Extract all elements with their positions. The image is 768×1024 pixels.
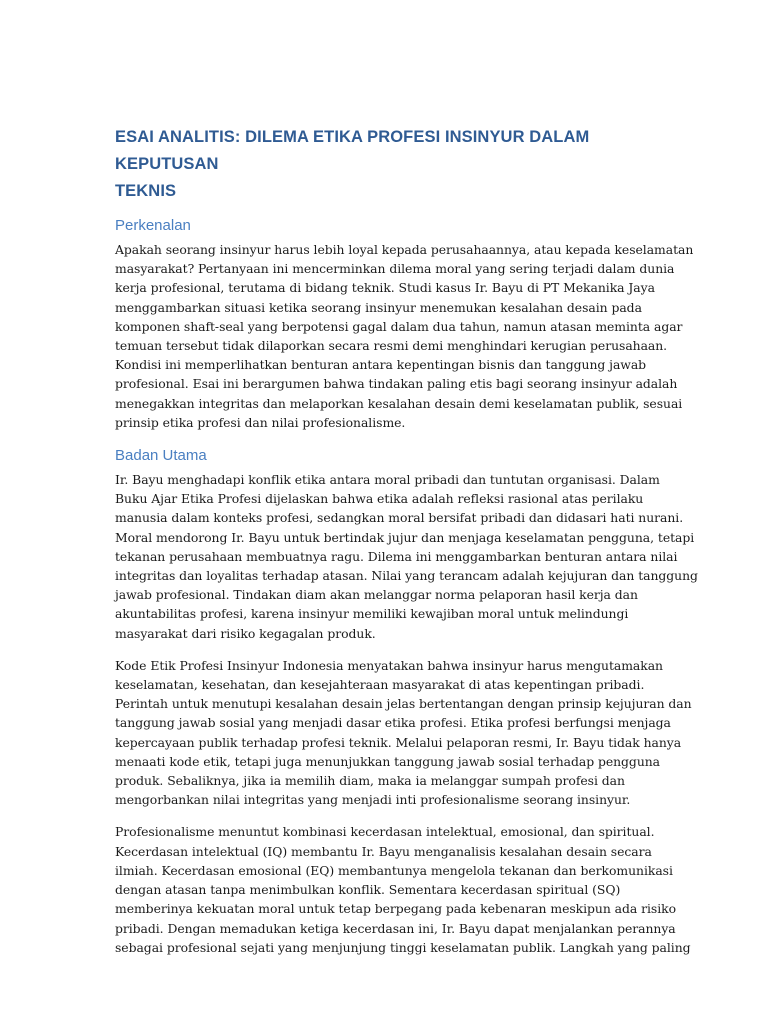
paragraph bbox=[115, 240, 694, 432]
text-line: keselamatan, kesehatan, dan kesejahteraan masyarakat di atas kepentingan pribadi. bbox=[115, 677, 645, 693]
text-line: Perintah untuk menutupi kesalahan desain jelas bertentangan dengan prinsip kejujuran dan bbox=[115, 696, 692, 712]
title-line: ESAI ANALITIS: DILEMA ETIKA PROFESI INSINYUR DALAM KEPUTUSAN bbox=[115, 128, 590, 173]
text-line: tanggung jawab sosial yang menjadi dasar etika profesi. Etika profesi berfungsi menjaga bbox=[115, 715, 671, 731]
text-line: kerja profesional, terutama di bidang teknik. Studi kasus Ir. Bayu di PT Mekanika Jaya bbox=[115, 280, 655, 296]
text-line: temuan tersebut tidak dilaporkan secara resmi demi menghindari kerugian perusahaan. bbox=[115, 338, 668, 354]
document-page bbox=[115, 124, 698, 957]
text-line: menggambarkan situasi ketika seorang insinyur menemukan kesalahan desain pada bbox=[115, 299, 642, 315]
text-line: Kondisi ini memperlihatkan benturan antara kepentingan bisnis dan tanggung jawab bbox=[115, 357, 647, 373]
text-line: profesional. Esai ini berargumen bahwa tindakan paling etis bagi seorang insinyur adalah bbox=[115, 376, 678, 392]
section-heading: Perkenalan bbox=[115, 217, 191, 234]
text-line: komponen shaft-seal yang berpotensi gagal dalam dua tahun, namun atasan meminta agar bbox=[115, 318, 683, 334]
text-line: Apakah seorang insinyur harus lebih loyal kepada perusahaannya, atau kepada keselamatan bbox=[115, 242, 694, 257]
section-heading: Badan Utama bbox=[115, 447, 207, 465]
paragraph bbox=[115, 470, 698, 643]
paragraph bbox=[115, 656, 692, 810]
text-line: manusia dalam konteks profesi, sedangkan moral bersifat pribadi dan didasari hati nurani. bbox=[115, 510, 684, 526]
section-main-body bbox=[115, 445, 698, 957]
text-line: masyarakat dari risiko kegagalan produk. bbox=[115, 625, 376, 641]
text-line: sebagai profesional sejati yang menjunjung tinggi keselamatan publik. Langkah yang paling bbox=[115, 939, 691, 955]
text-line: pribadi. Dengan memadukan ketiga kecerdasan ini, Ir. Bayu dapat menjalankan perannya bbox=[115, 920, 676, 936]
text-line: Kecerdasan intelektual (IQ) membantu Ir. Bayu menganalisis kesalahan desain secara bbox=[115, 843, 652, 859]
text-line: mengorbankan nilai integritas yang menjadi inti profesionalisme seorang insinyur. bbox=[115, 792, 631, 808]
text-line: Moral mendorong Ir. Bayu untuk bertindak jujur dan menjaga keselamatan pengguna, tetapi bbox=[115, 529, 695, 545]
text-line: akuntabilitas profesi, karena insinyur memiliki kewajiban moral untuk melindungi bbox=[115, 606, 629, 622]
text-line: prinsip etika profesi dan nilai profesionalisme. bbox=[115, 414, 406, 430]
text-line: memberinya kekuatan moral untuk tetap berpegang pada kebenaran meskipun ada risiko bbox=[115, 901, 676, 917]
text-line: integritas dan loyalitas terhadap atasan. Nilai yang terancam adalah kejujuran dan tanggung bbox=[115, 568, 698, 584]
text-line: ilmiah. Kecerdasan emosional (EQ) membantunya mengelola tekanan dan berkomunikasi bbox=[115, 862, 673, 878]
text-line: tekanan perusahaan membuatnya ragu. Dilema ini menggambarkan benturan antara nilai bbox=[115, 548, 678, 564]
text-line: Kode Etik Profesi Insinyur Indonesia menyatakan bahwa insinyur harus mengutamakan bbox=[115, 657, 663, 673]
text-line: produk. Sebaliknya, jika ia memilih diam, maka ia melanggar sumpah profesi dan bbox=[115, 773, 625, 789]
document-title bbox=[115, 124, 660, 205]
text-line: kepercayaan publik terhadap profesi teknik. Melalui pelaporan resmi, Ir. Bayu tidak hanya bbox=[115, 734, 682, 750]
text-line: Buku Ajar Etika Profesi dijelaskan bahwa etika adalah refleksi rasional atas perilaku bbox=[115, 491, 644, 507]
title-line: TEKNIS bbox=[115, 182, 177, 200]
text-line: menaati kode etik, tetapi juga menunjukkan tanggung jawab sosial terhadap pengguna bbox=[115, 753, 661, 769]
text-line: Profesionalisme menuntut kombinasi kecerdasan intelektual, emosional, dan spiritual. bbox=[115, 824, 655, 840]
section-introduction bbox=[115, 215, 694, 432]
text-line: menegakkan integritas dan melaporkan kesalahan desain demi keselamatan publik, sesuai bbox=[115, 395, 683, 411]
text-line: jawab profesional. Tindakan diam akan melanggar norma pelaporan hasil kerja dan bbox=[115, 587, 638, 603]
text-line: dengan atasan tanpa menimbulkan konflik. Sementara kecerdasan spiritual (SQ) bbox=[115, 882, 621, 898]
text-line: Ir. Bayu menghadapi konflik etika antara moral pribadi dan tuntutan organisasi. Dalam bbox=[115, 472, 660, 488]
text-line: masyarakat? Pertanyaan ini mencerminkan dilema moral yang sering terjadi dalam dunia bbox=[115, 261, 675, 277]
paragraph bbox=[115, 822, 691, 956]
